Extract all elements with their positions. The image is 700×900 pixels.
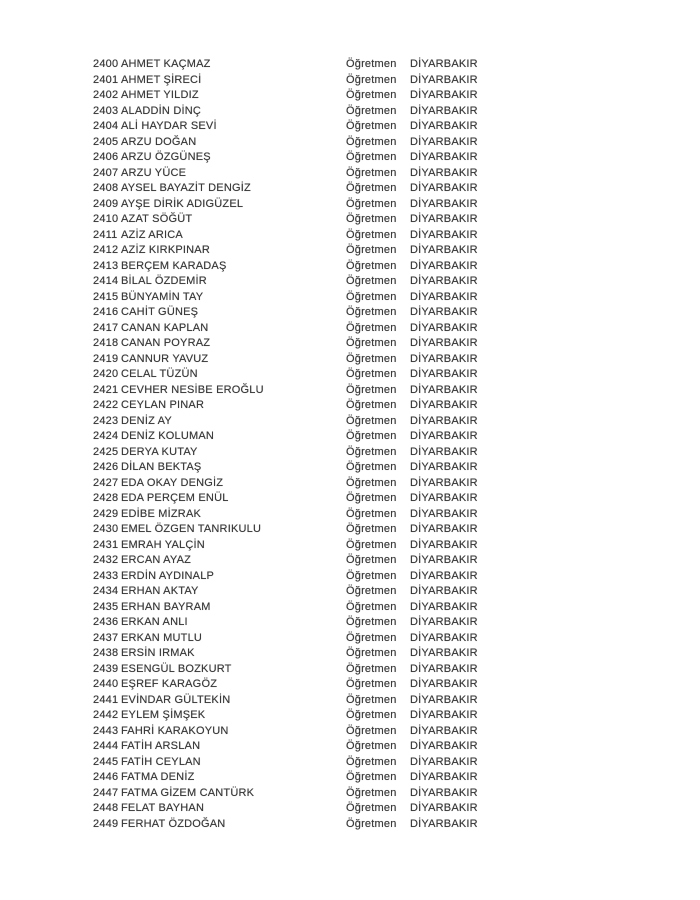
list-item: [93, 181, 478, 197]
occupation: Öğretmen: [346, 616, 397, 628]
occupation: Öğretmen: [346, 104, 397, 117]
occupation: Öğretmen: [346, 523, 397, 535]
occupation: Öğretmen: [346, 306, 397, 318]
list-item: [93, 135, 478, 151]
list-item: [93, 197, 478, 213]
occupation: Öğretmen: [346, 244, 397, 256]
occupation: Öğretmen: [346, 771, 397, 783]
province: DİYARBAKIR: [410, 740, 478, 752]
list-item: [93, 646, 478, 662]
list-item: [93, 88, 478, 104]
roster-list: [93, 57, 478, 832]
list-item: [93, 569, 478, 585]
row-number: 2423: [93, 414, 119, 427]
person-name: FAHRİ KARAKOYUN: [121, 724, 229, 737]
person-name: EDA OKAY DENGİZ: [121, 476, 224, 489]
person-name: ALİ HAYDAR SEVİ: [121, 120, 217, 132]
row-number: 2406: [93, 151, 119, 163]
person-name: AHMET KAÇMAZ: [121, 58, 211, 70]
person-name: ERDİN AYDINALP: [121, 569, 215, 582]
row-number: 2431: [93, 538, 119, 551]
row-number: 2432: [93, 554, 119, 566]
occupation: Öğretmen: [346, 383, 397, 396]
province: DİYARBAKIR: [410, 430, 478, 442]
occupation: Öğretmen: [346, 740, 397, 752]
row-number: 2449: [93, 817, 119, 830]
province: DİYARBAKIR: [410, 151, 478, 163]
row-number: 2445: [93, 755, 119, 768]
person-name: FATİH CEYLAN: [121, 755, 201, 768]
row-number: 2416: [93, 306, 119, 318]
row-number: 2401: [93, 73, 119, 86]
province: DİYARBAKIR: [410, 476, 478, 489]
province: DİYARBAKIR: [410, 709, 478, 721]
province: DİYARBAKIR: [410, 585, 478, 597]
province: DİYARBAKIR: [410, 724, 478, 737]
province: DİYARBAKIR: [410, 802, 478, 814]
list-item: [93, 398, 478, 414]
row-number: 2415: [93, 290, 119, 303]
occupation: Öğretmen: [346, 368, 397, 380]
row-number: 2424: [93, 430, 119, 442]
occupation: Öğretmen: [346, 321, 397, 334]
person-name: CANNUR YAVUZ: [121, 352, 209, 365]
occupation: Öğretmen: [346, 693, 397, 706]
province: DİYARBAKIR: [410, 259, 478, 272]
person-name: ESENGÜL BOZKURT: [121, 662, 232, 675]
list-item: [93, 73, 478, 89]
person-name: CEYLAN PINAR: [121, 399, 205, 411]
row-number: 2444: [93, 740, 119, 752]
list-item: [93, 693, 478, 709]
province: DİYARBAKIR: [410, 693, 478, 706]
province: DİYARBAKIR: [410, 786, 478, 799]
row-number: 2405: [93, 135, 119, 148]
occupation: Öğretmen: [346, 166, 397, 179]
row-number: 2418: [93, 337, 119, 349]
province: DİYARBAKIR: [410, 58, 478, 70]
province: DİYARBAKIR: [410, 383, 478, 396]
row-number: 2440: [93, 678, 119, 690]
row-number: 2428: [93, 492, 119, 504]
province: DİYARBAKIR: [410, 197, 478, 210]
person-name: EDİBE MİZRAK: [121, 507, 202, 520]
list-item: [93, 259, 478, 275]
occupation: Öğretmen: [346, 228, 397, 241]
person-name: EYLEM ŞİMŞEK: [121, 709, 206, 721]
person-name: EDA PERÇEM ENÜL: [121, 492, 229, 504]
list-item: [93, 615, 478, 631]
row-number: 2429: [93, 507, 119, 520]
person-name: EŞREF KARAGÖZ: [121, 678, 218, 690]
person-name: ERHAN AKTAY: [121, 585, 199, 597]
person-name: FATMA GİZEM CANTÜRK: [121, 786, 255, 799]
occupation: Öğretmen: [346, 89, 397, 101]
province: DİYARBAKIR: [410, 461, 478, 473]
occupation: Öğretmen: [346, 399, 397, 411]
list-item: [93, 429, 478, 445]
occupation: Öğretmen: [346, 755, 397, 768]
person-name: AYSEL BAYAZİT DENGİZ: [121, 182, 251, 194]
list-item: [93, 584, 478, 600]
province: DİYARBAKIR: [410, 213, 478, 225]
province: DİYARBAKIR: [410, 399, 478, 411]
province: DİYARBAKIR: [410, 368, 478, 380]
province: DİYARBAKIR: [410, 538, 478, 551]
occupation: Öğretmen: [346, 352, 397, 365]
row-number: 2437: [93, 631, 119, 644]
person-name: DİLAN BEKTAŞ: [121, 461, 202, 473]
province: DİYARBAKIR: [410, 321, 478, 334]
occupation: Öğretmen: [346, 554, 397, 566]
province: DİYARBAKIR: [410, 678, 478, 690]
person-name: EMEL ÖZGEN TANRIKULU: [121, 523, 262, 535]
province: DİYARBAKIR: [410, 445, 478, 458]
province: DİYARBAKIR: [410, 228, 478, 241]
person-name: AZİZ ARICA: [121, 228, 183, 241]
list-item: [93, 352, 478, 368]
person-name: ALADDİN DİNÇ: [121, 104, 202, 117]
person-name: AHMET ŞİRECİ: [121, 73, 202, 86]
row-number: 2430: [93, 523, 119, 535]
list-item: [93, 166, 478, 182]
row-number: 2439: [93, 662, 119, 675]
list-item: [93, 786, 478, 802]
list-item: [93, 104, 478, 120]
row-number: 2420: [93, 368, 119, 380]
list-item: [93, 600, 478, 616]
list-item: [93, 305, 478, 321]
list-item: [93, 739, 478, 755]
province: DİYARBAKIR: [410, 89, 478, 101]
province: DİYARBAKIR: [410, 616, 478, 628]
list-item: [93, 228, 478, 244]
person-name: DERYA KUTAY: [121, 445, 198, 458]
row-number: 2421: [93, 383, 119, 396]
person-name: ARZU DOĞAN: [121, 135, 197, 148]
province: DİYARBAKIR: [410, 337, 478, 349]
list-item: [93, 414, 478, 430]
person-name: FATİH ARSLAN: [121, 740, 201, 752]
person-name: CAHİT GÜNEŞ: [121, 306, 199, 318]
province: DİYARBAKIR: [410, 244, 478, 256]
occupation: Öğretmen: [346, 647, 397, 659]
row-number: 2417: [93, 321, 119, 334]
list-item: [93, 476, 478, 492]
person-name: BİLAL ÖZDEMİR: [121, 275, 207, 287]
province: DİYARBAKIR: [410, 817, 478, 830]
province: DİYARBAKIR: [410, 166, 478, 179]
occupation: Öğretmen: [346, 600, 397, 613]
list-item: [93, 801, 478, 817]
occupation: Öğretmen: [346, 585, 397, 597]
row-number: 2403: [93, 104, 119, 117]
row-number: 2433: [93, 569, 119, 582]
occupation: Öğretmen: [346, 430, 397, 442]
row-number: 2402: [93, 89, 119, 101]
province: DİYARBAKIR: [410, 275, 478, 287]
row-number: 2407: [93, 166, 119, 179]
row-number: 2413: [93, 259, 119, 272]
list-item: [93, 755, 478, 771]
province: DİYARBAKIR: [410, 306, 478, 318]
occupation: Öğretmen: [346, 569, 397, 582]
list-item: [93, 553, 478, 569]
occupation: Öğretmen: [346, 73, 397, 86]
row-number: 2408: [93, 182, 119, 194]
row-number: 2435: [93, 600, 119, 613]
person-name: DENİZ AY: [121, 414, 172, 427]
occupation: Öğretmen: [346, 213, 397, 225]
row-number: 2443: [93, 724, 119, 737]
province: DİYARBAKIR: [410, 507, 478, 520]
person-name: ARZU ÖZGÜNEŞ: [121, 151, 211, 163]
list-item: [93, 724, 478, 740]
occupation: Öğretmen: [346, 631, 397, 644]
occupation: Öğretmen: [346, 507, 397, 520]
province: DİYARBAKIR: [410, 600, 478, 613]
list-item: [93, 770, 478, 786]
list-item: [93, 507, 478, 523]
row-number: 2414: [93, 275, 119, 287]
row-number: 2441: [93, 693, 119, 706]
occupation: Öğretmen: [346, 120, 397, 132]
person-name: BÜNYAMİN TAY: [121, 290, 204, 303]
province: DİYARBAKIR: [410, 631, 478, 644]
occupation: Öğretmen: [346, 476, 397, 489]
occupation: Öğretmen: [346, 662, 397, 675]
row-number: 2409: [93, 197, 119, 210]
list-item: [93, 150, 478, 166]
person-name: ERCAN AYAZ: [121, 554, 192, 566]
list-item: [93, 119, 478, 135]
list-item: [93, 336, 478, 352]
row-number: 2419: [93, 352, 119, 365]
person-name: ARZU YÜCE: [121, 166, 187, 179]
row-number: 2425: [93, 445, 119, 458]
list-item: [93, 383, 478, 399]
occupation: Öğretmen: [346, 445, 397, 458]
person-name: CELAL TÜZÜN: [121, 368, 198, 380]
row-number: 2434: [93, 585, 119, 597]
row-number: 2411: [93, 228, 118, 241]
list-item: [93, 243, 478, 259]
province: DİYARBAKIR: [410, 771, 478, 783]
person-name: AZİZ KIRKPINAR: [121, 244, 210, 256]
person-name: AZAT SÖĞÜT: [121, 213, 193, 225]
occupation: Öğretmen: [346, 538, 397, 551]
list-item: [93, 817, 478, 833]
row-number: 2446: [93, 771, 119, 783]
occupation: Öğretmen: [346, 290, 397, 303]
person-name: ERKAN ANLI: [121, 616, 188, 628]
person-name: AYŞE DİRİK ADIGÜZEL: [121, 197, 244, 210]
person-name: CANAN KAPLAN: [121, 321, 209, 334]
list-item: [93, 445, 478, 461]
list-item: [93, 367, 478, 383]
row-number: 2400: [93, 58, 119, 70]
person-name: FATMA DENİZ: [121, 771, 195, 783]
row-number: 2404: [93, 120, 119, 132]
province: DİYARBAKIR: [410, 73, 478, 86]
row-number: 2436: [93, 616, 119, 628]
occupation: Öğretmen: [346, 492, 397, 504]
occupation: Öğretmen: [346, 678, 397, 690]
occupation: Öğretmen: [346, 337, 397, 349]
list-item: [93, 290, 478, 306]
occupation: Öğretmen: [346, 182, 397, 194]
person-name: BERÇEM KARADAŞ: [121, 259, 227, 272]
list-item: [93, 491, 478, 507]
province: DİYARBAKIR: [410, 414, 478, 427]
list-item: [93, 522, 478, 538]
list-item: [93, 321, 478, 337]
list-item: [93, 460, 478, 476]
list-item: [93, 631, 478, 647]
province: DİYARBAKIR: [410, 647, 478, 659]
province: DİYARBAKIR: [410, 492, 478, 504]
row-number: 2448: [93, 802, 119, 814]
occupation: Öğretmen: [346, 724, 397, 737]
province: DİYARBAKIR: [410, 104, 478, 117]
province: DİYARBAKIR: [410, 662, 478, 675]
person-name: EVİNDAR GÜLTEKİN: [121, 693, 231, 706]
list-item: [93, 538, 478, 554]
province: DİYARBAKIR: [410, 135, 478, 148]
occupation: Öğretmen: [346, 802, 397, 814]
province: DİYARBAKIR: [410, 554, 478, 566]
province: DİYARBAKIR: [410, 569, 478, 582]
occupation: Öğretmen: [346, 259, 397, 272]
person-name: AHMET YILDIZ: [121, 89, 199, 101]
person-name: ERHAN BAYRAM: [121, 600, 211, 613]
province: DİYARBAKIR: [410, 182, 478, 194]
row-number: 2427: [93, 476, 119, 489]
row-number: 2447: [93, 786, 119, 799]
person-name: CEVHER NESİBE EROĞLU: [121, 383, 264, 396]
list-item: [93, 212, 478, 228]
province: DİYARBAKIR: [410, 120, 478, 132]
person-name: FELAT BAYHAN: [121, 802, 205, 814]
person-name: EMRAH YALÇİN: [121, 538, 205, 551]
person-name: ERKAN MUTLU: [121, 631, 203, 644]
province: DİYARBAKIR: [410, 523, 478, 535]
occupation: Öğretmen: [346, 58, 397, 70]
occupation: Öğretmen: [346, 709, 397, 721]
person-name: FERHAT ÖZDOĞAN: [121, 817, 226, 830]
person-name: DENİZ KOLUMAN: [121, 430, 215, 442]
row-number: 2412: [93, 244, 119, 256]
occupation: Öğretmen: [346, 151, 397, 163]
list-item: [93, 57, 478, 73]
list-item: [93, 677, 478, 693]
row-number: 2426: [93, 461, 119, 473]
occupation: Öğretmen: [346, 786, 397, 799]
row-number: 2442: [93, 709, 119, 721]
row-number: 2410: [93, 213, 119, 225]
occupation: Öğretmen: [346, 135, 397, 148]
list-item: [93, 662, 478, 678]
occupation: Öğretmen: [346, 275, 397, 287]
person-name: ERSİN IRMAK: [121, 647, 195, 659]
list-item: [93, 274, 478, 290]
row-number: 2422: [93, 399, 119, 411]
occupation: Öğretmen: [346, 461, 397, 473]
row-number: 2438: [93, 647, 119, 659]
occupation: Öğretmen: [346, 197, 397, 210]
province: DİYARBAKIR: [410, 755, 478, 768]
occupation: Öğretmen: [346, 414, 397, 427]
province: DİYARBAKIR: [410, 290, 478, 303]
occupation: Öğretmen: [346, 817, 397, 830]
list-item: [93, 708, 478, 724]
person-name: CANAN POYRAZ: [121, 337, 211, 349]
province: DİYARBAKIR: [410, 352, 478, 365]
